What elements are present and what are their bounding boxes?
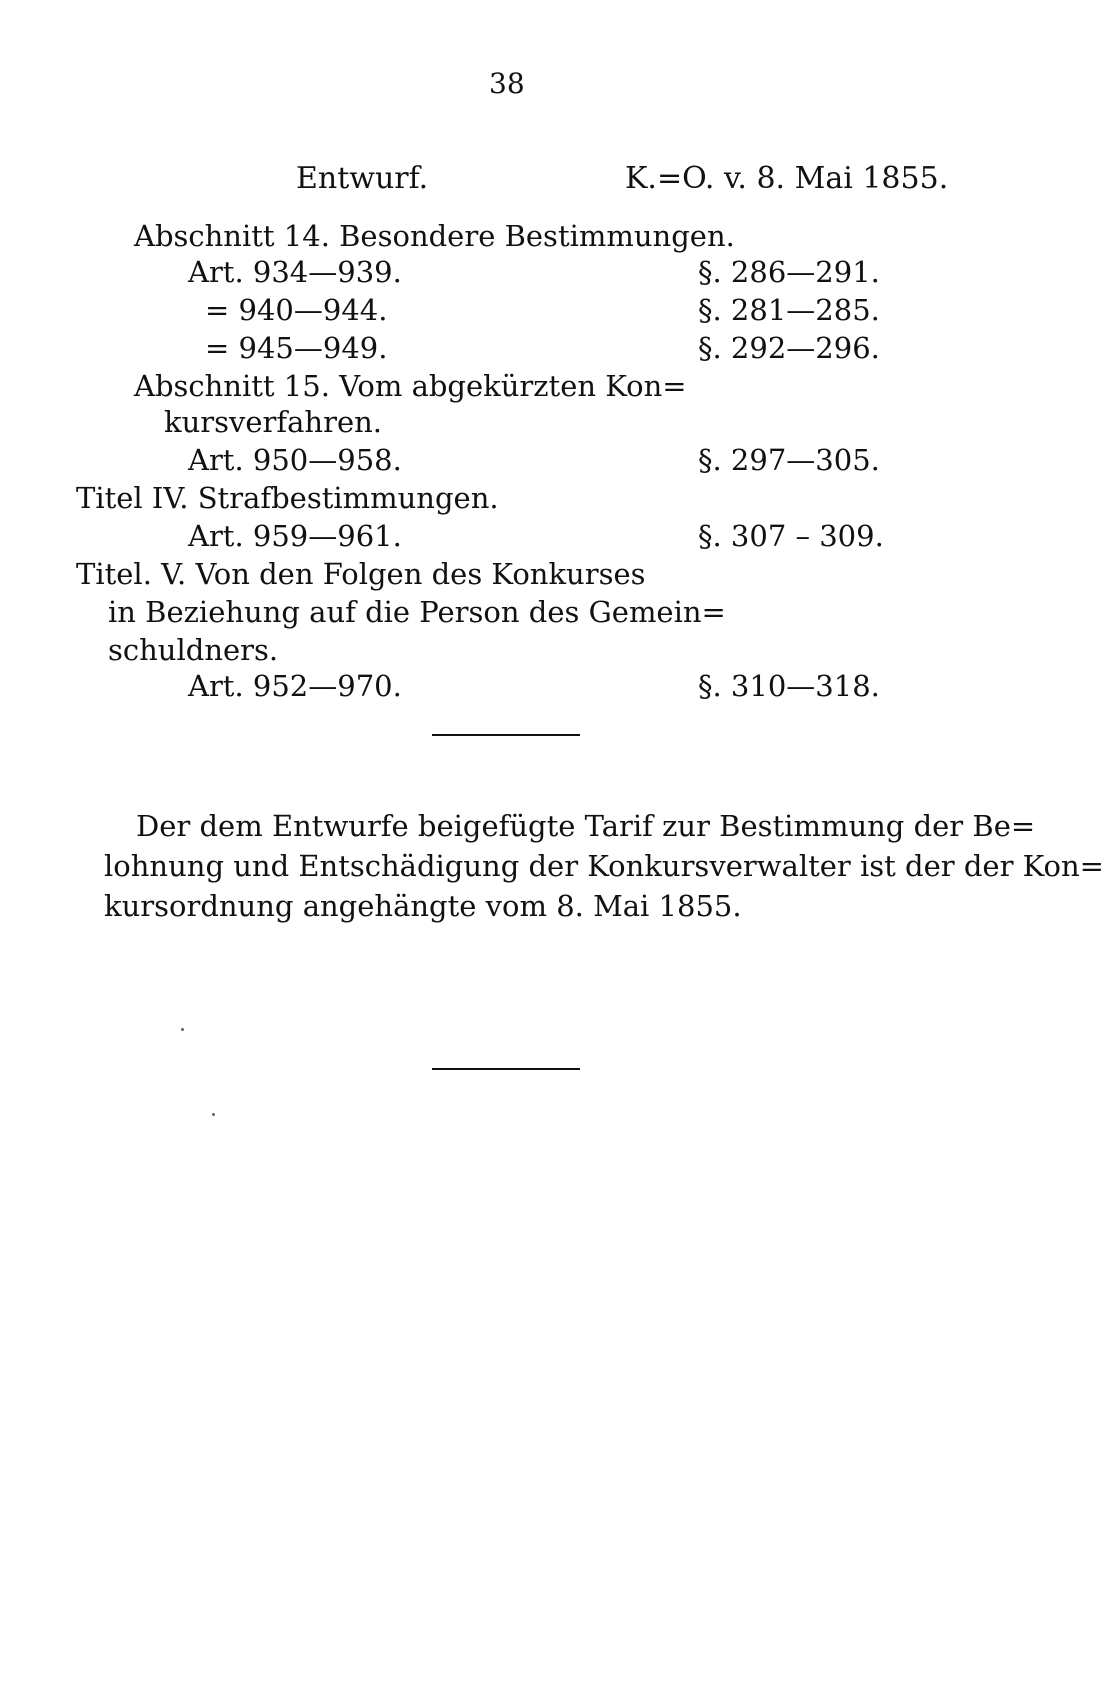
entry-right: §. 307 – 309.: [698, 519, 884, 553]
entry-right: §. 310—318.: [698, 669, 880, 703]
entry-left: Art. 950—958.: [188, 443, 402, 477]
paragraph-line: Der dem Entwurfe beigefügte Tarif zur Bestimmung der Be=: [136, 809, 1036, 843]
print-speck: [212, 1113, 215, 1116]
entry-left: = 940—944.: [205, 293, 388, 327]
section-divider: [432, 1068, 580, 1070]
entry-left: schuldners.: [108, 633, 279, 667]
paragraph-line: kursordnung angehängte vom 8. Mai 1855.: [104, 889, 742, 923]
column-header-left: Entwurf.: [296, 161, 429, 196]
entry-left: Art. 934—939.: [188, 255, 402, 289]
section-divider: [432, 734, 580, 736]
entry-right: §. 297—305.: [698, 443, 880, 477]
print-speck: [181, 1028, 184, 1031]
entry-left: Art. 952—970.: [188, 669, 402, 703]
entry-left: Art. 959—961.: [188, 519, 402, 553]
entry-left: Titel. V. Von den Folgen des Konkurses: [76, 557, 646, 591]
entry-left: Abschnitt 14. Besondere Bestimmungen.: [134, 219, 735, 253]
entry-left: Abschnitt 15. Vom abgekürzten Kon=: [134, 369, 687, 403]
column-header-right: K.=O. v. 8. Mai 1855.: [625, 161, 949, 196]
entry-left: = 945—949.: [205, 331, 388, 365]
entry-left: Titel IV. Strafbestimmungen.: [76, 481, 499, 515]
entry-left: in Beziehung auf die Person des Gemein=: [108, 595, 726, 629]
entry-right: §. 281—285.: [698, 293, 880, 327]
page-number: 38: [489, 67, 525, 100]
paragraph-line: lohnung und Entschädigung der Konkursverwalter ist der der Kon=: [104, 849, 1104, 883]
entry-right: §. 292—296.: [698, 331, 880, 365]
entry-right: §. 286—291.: [698, 255, 880, 289]
entry-left: kursverfahren.: [164, 405, 383, 439]
